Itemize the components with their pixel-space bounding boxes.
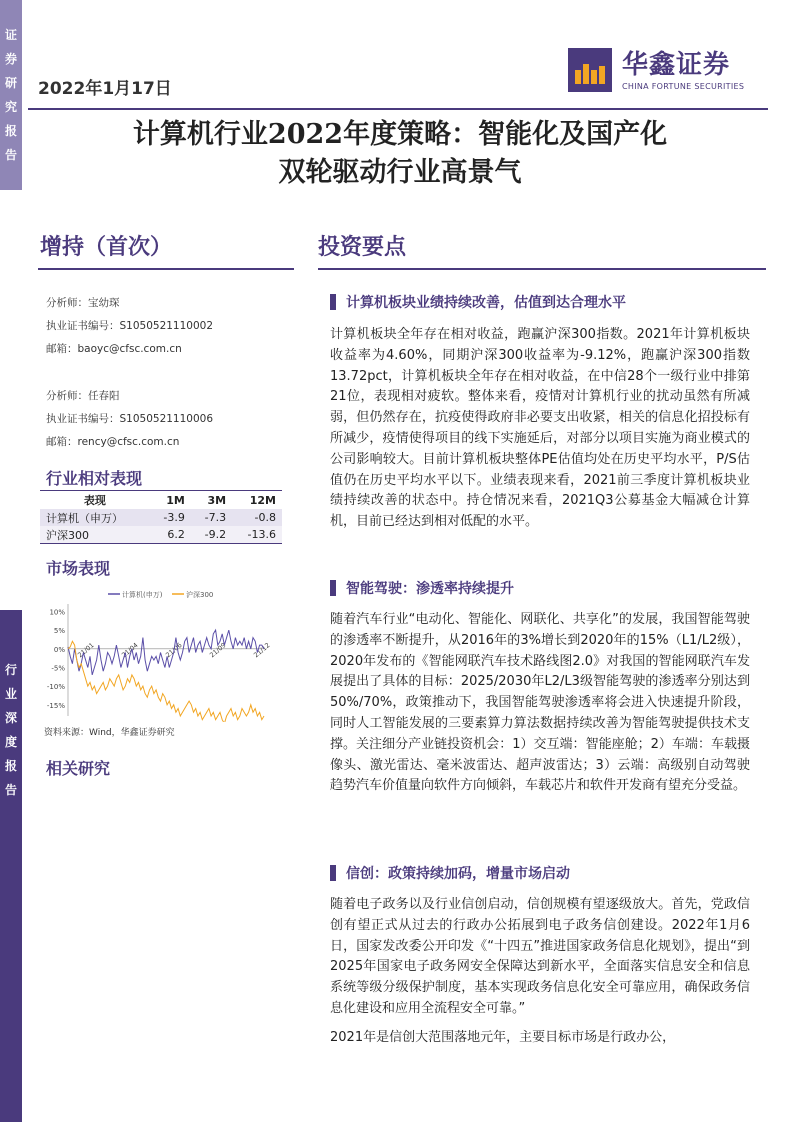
section-bar-icon (330, 294, 336, 310)
left-rule (38, 268, 294, 270)
table-cell: -13.6 (232, 526, 282, 544)
report-title-line2: 双轮驱动行业高景气 (278, 157, 522, 188)
investment-highlights-title: 投资要点 (318, 234, 407, 260)
legend-label: 计算机(申万) (122, 591, 163, 599)
y-tick-label: -15% (46, 701, 65, 710)
side-char: 究 (4, 100, 17, 114)
y-tick-label: -10% (46, 683, 65, 692)
side-strip-research-report (0, 0, 22, 190)
section-heading-text: 智能驾驶：渗透率持续提升 (346, 581, 514, 597)
chart-source: 资料来源：Wind，华鑫证券研究 (44, 728, 175, 738)
analyst-2-email[interactable]: 邮箱：rency@cfsc.com.cn (46, 436, 180, 448)
report-title-line1: 计算机行业2022年度策略：智能化及国产化 (132, 119, 668, 150)
section-heading-1 (330, 292, 626, 312)
analyst-2-name: 分析师：任春阳 (46, 390, 120, 402)
company-logo (568, 48, 744, 92)
x-tick-label: 21/12 (252, 641, 272, 660)
table-cell: -0.8 (232, 509, 282, 526)
y-tick-label: 5% (53, 627, 65, 636)
section-body-1 (330, 325, 750, 533)
table-header: 3M (191, 491, 232, 510)
section-body-3 (330, 895, 750, 1049)
market-performance-chart (38, 586, 288, 722)
side-char: 业 (4, 687, 17, 701)
table-cell: 沪深300 (40, 526, 150, 544)
logo-mark-icon (568, 48, 612, 92)
logo-name-en: CHINA FORTUNE SECURITIES (622, 81, 745, 91)
table-cell: -7.3 (191, 509, 232, 526)
side-char: 报 (4, 124, 17, 138)
table-row (40, 509, 282, 526)
rating: 增持（首次） (40, 234, 173, 260)
x-tick-label: 21/04 (120, 641, 140, 660)
section-bar-icon (330, 865, 336, 881)
section-heading-text: 计算机板块业绩持续改善，估值到达合理水平 (346, 295, 626, 311)
side-char: 行 (4, 663, 17, 677)
analyst-info (46, 292, 296, 454)
right-rule (318, 268, 766, 270)
table-header: 1M (150, 491, 191, 510)
legend-label: 沪深300 (186, 591, 214, 599)
x-tick-label: 21/06 (164, 641, 184, 660)
y-tick-label: 10% (49, 608, 65, 617)
y-tick-label: 0% (53, 645, 65, 654)
table-cell: 计算机（申万） (40, 509, 150, 526)
section-heading-3 (330, 863, 570, 883)
x-tick-label: 21/01 (76, 641, 96, 660)
section-paragraph: 随着汽车行业“电动化、智能化、网联化、共享化”的发展，我国智能驾驶的渗透率不断提升，从2016年的3%增长到2020年的15%（L1/L2级），2020年发布的《智能网联汽车技术路线图2.0》对我国的智能网联汽车发展提出了具体的目标：2025/2030年L2/L3级智能驾驶的渗透率分别达到50%/70%，政策推动下，我国智能驾驶渗透率将会进入快速提升阶段，同时人工智能发展的三要素算力算法数据持续改善为智能驾驶提供技术支撑。关注细分产业链投资机会：1）交互端：智能座舱；2）车端：车载摄像头、激光雷达、毫米波雷达、超声波雷达；3）云端：高级别自动驾驶趋势汽车价值量向软件方向倾斜，车载芯片和软件开发商有望充分受益。 (330, 612, 750, 794)
report-date: 2022年1月17日 (38, 79, 172, 99)
analyst-2-cert: 执业证书编号：S1050521110006 (46, 413, 214, 425)
side-char: 报 (4, 759, 17, 773)
table-header-row (40, 491, 282, 510)
report-title (30, 116, 770, 192)
table-header: 表现 (40, 491, 150, 510)
x-tick-label: 21/09 (208, 641, 228, 660)
section-paragraph: 计算机板块全年存在相对收益，跑赢沪深300指数。2021年计算机板块收益率为4.60%，同期沪深300收益率为-9.12%，跑赢沪深300指数13.72pct，计算机板块全年存在相对收益，在中信28个一级行业中排第21位，表现相对疲软。整体来看，疫情对计算机行业的扰动虽然有所减弱，但仍然存在，抗疫使得政府非必要支出收紧，相关的信息化招投标有所减少，疫情使得项目的线下实施延后，对部分以项目实施为商业模式的公司影响较大。目前计算机板块整体PE估值均处在历史平均水平，P/S估值仍在历史平均水平以下。业绩表现来看，2021前三季度计算机板块业绩持续改善的状态中。持仓情况来看，2021Q3公募基金大幅减仓计算机，目前已经达到相对低配的水平。 (330, 327, 750, 530)
side-char: 告 (4, 783, 17, 797)
section-paragraph: 随着电子政务以及行业信创启动，信创规模有望逐级放大。首先，党政信创有望正式从过去的行政办公拓展到电子政务信创建设。2022年1月6日，国家发改委公开印发《“十四五”推进国家政务信息化规划》，提出“到2025年国家电子政务网安全保障达到新水平，全面落实信息安全和信息系统等级分级保护制度，基本实现政务信息化安全可靠应用，确保政务信息化建设和应用全流程安全可靠。” (330, 897, 750, 1016)
header-rule (28, 108, 768, 110)
section-heading-2 (330, 578, 514, 598)
logo-name-cn: 华鑫证券 (622, 49, 731, 80)
table-header: 12M (232, 491, 282, 510)
section-body-2 (330, 610, 750, 797)
side-char: 券 (4, 52, 17, 66)
table-cell: -9.2 (191, 526, 232, 544)
side-char: 告 (4, 148, 17, 162)
analyst-1-cert: 执业证书编号：S1050521110002 (46, 320, 214, 332)
related-research-heading: 相关研究 (46, 759, 111, 778)
relative-performance-heading: 行业相对表现 (46, 469, 143, 488)
market-performance-heading: 市场表现 (46, 559, 111, 578)
analyst-1-name: 分析师：宝幼琛 (46, 297, 120, 309)
side-char: 深 (4, 711, 17, 725)
side-char: 证 (4, 28, 17, 42)
section-bar-icon (330, 580, 336, 596)
side-char: 度 (4, 735, 17, 749)
y-tick-label: -5% (51, 664, 65, 673)
relative-performance-table (40, 490, 282, 544)
table-cell: 6.2 (150, 526, 191, 544)
side-strip-industry-report (0, 610, 22, 1122)
section-heading-text: 信创：政策持续加码，增量市场启动 (346, 866, 570, 882)
table-cell: -3.9 (150, 509, 191, 526)
section-paragraph: 2021年是信创大范围落地元年，主要目标市场是行政办公， (330, 1029, 676, 1045)
table-row (40, 526, 282, 544)
analyst-1-email[interactable]: 邮箱：baoyc@cfsc.com.cn (46, 343, 182, 355)
side-char: 研 (4, 76, 17, 90)
